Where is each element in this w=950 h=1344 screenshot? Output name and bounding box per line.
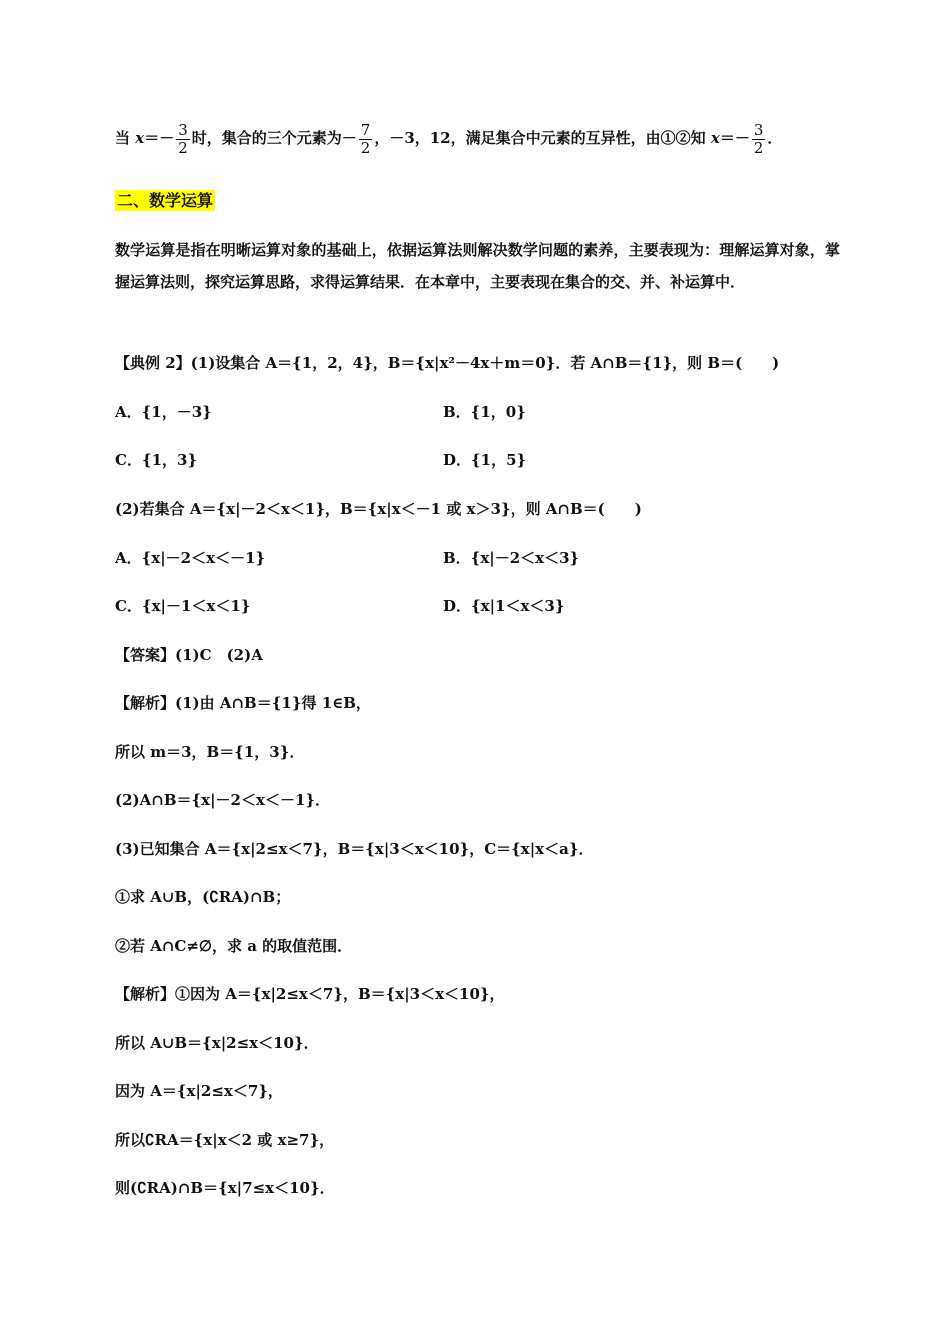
intro-text: ． <box>767 129 783 147</box>
solution-line-3: 因为 A＝{x|2≤x＜7}， <box>115 1082 283 1100</box>
intro-text: ＝－ <box>719 129 750 147</box>
q2-option-c: C．{x|－1＜x＜1} <box>115 597 251 615</box>
fraction-numerator: 3 <box>178 120 188 139</box>
example-question-3: (3)已知集合 A＝{x|2≤x＜7}，B＝{x|3＜x＜10}，C＝{x|x＜a}． <box>115 840 594 858</box>
fraction-numerator: 3 <box>753 120 764 139</box>
intro-line <box>115 118 782 158</box>
variable-x: x <box>710 129 720 147</box>
q2-option-b: B．{x|－2＜x＜3} <box>443 549 580 567</box>
example-question-1: 【典例 2】(1)设集合 A＝{1，2，4}，B＝{x|x²－4x＋m＝0}．若 A∩B＝{1}，则 B＝( ) <box>115 354 780 372</box>
intro-text: 时，集合的三个元素为－ <box>191 129 357 147</box>
solution-line-4: 所以∁RA＝{x|x＜2 或 x≥7}， <box>115 1131 335 1149</box>
variable-x: x <box>135 129 145 147</box>
answer: 【答案】(1)C (2)A <box>115 646 263 664</box>
analysis-line-2: 所以 m＝3，B＝{1，3}． <box>115 743 305 761</box>
example-question-2: (2)若集合 A＝{x|－2＜x＜1}，B＝{x|x＜－1 或 x＞3}，则 A∩B＝( ) <box>115 500 642 518</box>
q1-option-d: D．{1，5} <box>443 451 527 469</box>
intro-text: ，－3，12，满足集合中元素的互异性，由①②知 <box>374 129 711 147</box>
fraction-denominator: 2 <box>178 138 188 157</box>
section-heading <box>115 191 215 211</box>
fraction-3-2 <box>176 122 190 157</box>
q2-option-a: A．{x|－2＜x＜－1} <box>115 549 266 567</box>
q1-option-b: B．{1，0} <box>443 403 526 421</box>
intro-text: ＝－ <box>144 129 175 147</box>
fraction-numerator: 7 <box>360 120 371 139</box>
q1-option-a: A．{1，－3} <box>115 403 212 421</box>
fraction-7-2 <box>359 122 373 157</box>
solution-line-1: 【解析】①因为 A＝{x|2≤x＜7}，B＝{x|3＜x＜10}， <box>115 985 505 1003</box>
solution-line-5: 则(∁RA)∩B＝{x|7≤x＜10}． <box>115 1179 335 1197</box>
section-title: 二、数学运算 <box>117 191 214 210</box>
fraction-3-2 <box>752 122 766 157</box>
analysis-line-3: (2)A∩B＝{x|－2＜x＜－1}． <box>115 791 331 809</box>
section-description: 数学运算是指在明晰运算对象的基础上，依据运算法则解决数学问题的素养，主要表现为：理解运算对象，掌握运算法则，探究运算思路，求得运算结果．在本章中，主要表现在集合的交、并、补运算中． <box>115 241 840 291</box>
intro-text: 当 <box>115 129 136 147</box>
fraction-denominator: 2 <box>753 138 764 157</box>
analysis-line-1: 【解析】(1)由 A∩B＝{1}得 1∈B， <box>115 694 371 712</box>
q1-option-c: C．{1，3} <box>115 451 198 469</box>
q3-part-1: ①求 A∪B，(∁RA)∩B； <box>115 888 291 906</box>
q2-option-d: D．{x|1＜x＜3} <box>443 597 565 615</box>
q3-part-2: ②若 A∩C≠∅，求 a 的取值范围． <box>115 937 353 955</box>
fraction-denominator: 2 <box>360 138 371 157</box>
solution-line-2: 所以 A∪B＝{x|2≤x＜10}． <box>115 1034 319 1052</box>
